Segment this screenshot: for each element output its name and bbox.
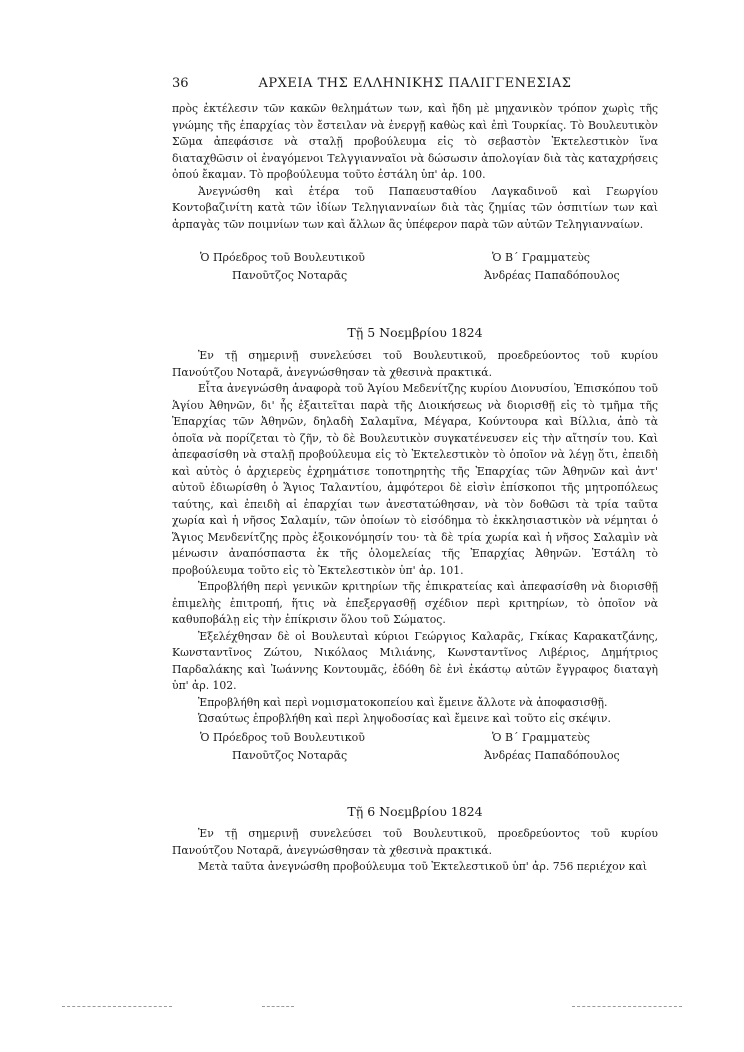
signature-title: Ὁ Πρόεδρος τοῦ Βουλευτικοῦ <box>200 731 365 744</box>
president-signature <box>200 249 365 285</box>
running-head <box>172 76 658 94</box>
paragraph: Ἐπροβλήθη περὶ γενικῶν κριτηρίων τῆς ἐπικρατείας καὶ ἀπεφασίσθη νὰ διορισθῇ ἐπιμελὴς ἐπιτροπή, ἥτις νὰ ἐπεξεργασθῇ σχέδιον περὶ κριτηρίων, τὸ ὁποῖον νὰ καθυποβάλῃ εἰς τὴν ἐπίκρισιν ὅλου τοῦ Σώματος. <box>172 580 658 626</box>
footer-rule-left <box>62 1006 172 1007</box>
paragraph: Μετὰ ταῦτα ἀνεγνώσθη προβούλευμα τοῦ Ἐκτελεστικοῦ ὑπ' ἀρ. 756 περιέχον καὶ <box>198 860 647 873</box>
footer-rule-center <box>262 1006 294 1007</box>
date-heading-1: Τῇ 5 Νοεμβρίου 1824 <box>347 325 483 340</box>
signature-name: Πανοῦτζος Νοταρᾶς <box>232 269 348 282</box>
paragraph: Εἶτα ἀνεγνώσθη ἀναφορὰ τοῦ Ἁγίου Μεδενίτζης κυρίου Διονυσίου, Ἐπισκόπου τοῦ Ἁγίου Ἀθηνῶν, δι' ἧς ἐξαιτεῖται παρὰ τῆς Διοικήσεως νὰ διορισθῇ εἰς τὸ τμῆμα τῆς Ἐπαρχίας τῶν Ἀθηνῶν, δηλαδὴ Σαλαμῖνα, Μέγαρα, Κούντουρα καὶ Βίλλια, ἀπὸ τὰ ὁποῖα νὰ πορίζεται τὸ ζῆν, τὸ δὲ Βουλευτικὸν συγκατένευσεν εἰς τὴν αἴτησίν του. Καὶ ἀπεφασίσθη νὰ σταλῇ προβούλευμα εἰς τὸ Ἐκτελεστικὸν τὸ ὁποῖον νὰ λέγῃ ὅτι, ἐπειδὴ καὶ αὐτὸς ὁ ἀρχιερεὺς ἐχρημάτισε τοποτηρητὴς τῆς Ἐπαρχίας τῶν Ἀθηνῶν καὶ ἀντ' αὐτοῦ ἐδιωρίσθη ὁ Ἅγιος Ταλαντίου, ἀμφότεροι δὲ εἰσὶν ἐπίσκοποι τῆς μητροπόλεως ταύτης, καὶ ἐπειδὴ αἱ ἐπαρχίαι των ἀνεστατώθησαν, νὰ τὸν δοθῶσι τὰ τρία ταῦτα χωρία καὶ ἡ νῆσος Σαλαμίν, τῶν ὁποίων τὸ εἰσόδημα τὸ ἐκκλησιαστικὸν νὰ νέμηται ὁ Ἅγιος Μενδενίτζης πρὸς ἐξοικονόμησίν του· τὰ δὲ τρία χωρία καὶ ἡ νῆσος Σαλαμὶν νὰ μένωσιν ἀναπόσπαστα ἐκ τῆς ὁλομελείας τῆς Ἐπαρχίας Ἀθηνῶν. Ἐστάλη τὸ προβούλευμα τοῦτο εἰς τὸ Ἐκτελεστικὸν ὑπ' ἀρ. 101. <box>172 382 658 577</box>
signature-title: Ὁ Β΄ Γραμματεὺς <box>492 731 590 744</box>
secretary-signature <box>484 249 620 285</box>
footer-rule-right <box>572 1006 682 1007</box>
signature-title: Ὁ Πρόεδρος τοῦ Βουλευτικοῦ <box>200 251 365 264</box>
paragraph: Ἐξελέχθησαν δὲ οἱ Βουλευταὶ κύριοι Γεώργιος Καλαρᾶς, Γκίκας Καρακατζάνης, Κωνσταντῖνος Ζώτου, Νικόλαος Μιλιάνης, Κωνσταντῖνος Λιβέριος, Δημήτριος Παρδαλάκης καὶ Ἰωάννης Κοντουμᾶς, ἐδόθη δὲ ἑνὶ ἑκάστῳ αὐτῶν ἔγγραφος διαταγὴ ὑπ' ἀρ. 102. <box>172 629 658 692</box>
running-title: ΑΡΧΕΙΑ ΤΗΣ ΕΛΛΗΝΙΚΗΣ ΠΑΛΙΓΓΕΝΕΣΙΑΣ <box>258 76 572 91</box>
page-number: 36 <box>172 76 189 91</box>
signature-name: Ἀνδρέας Παπαδόπουλος <box>484 269 620 282</box>
paragraph: πρὸς ἐκτέλεσιν τῶν κακῶν θελημάτων των, καὶ ἤδη μὲ μηχανικὸν τρόπον χωρὶς τῆς γνώμης τῆς ἐπαρχίας τὸν ἔστειλαν νὰ ἐνεργῇ καθὼς καὶ ἐπὶ Τουρκίας. Τὸ Βουλευτικὸν Σῶμα ἀπεφάσισε νὰ σταλῇ προβούλευμα εἰς τὸ σεβαστὸν Ἐκτελεστικὸν ἵνα διαταχθῶσιν οἱ ἐναγόμενοι Τελγγιανναῖοι νὰ δώσωσιν ἀπολογίαν διὰ τὰς καταχρήσεις ὁπού ἔκαμαν. Τὸ προβούλευμα τοῦτο ἐστάλη ὑπ' ἀρ. 100. <box>172 102 658 181</box>
secretary-signature <box>484 729 620 765</box>
paragraph: Ὡσαύτως ἐπροβλήθη καὶ περὶ ληψοδοσίας καὶ ἔμεινε καὶ τοῦτο εἰς σκέψιν. <box>198 712 611 725</box>
signature-name: Ἀνδρέας Παπαδόπουλος <box>484 749 620 762</box>
paragraph: Ἀνεγνώσθη καὶ ἑτέρα τοῦ Παπαευσταθίου Λαγκαδινοῦ καὶ Γεωργίου Κοντοβαζινίτη κατὰ τῶν ἰδίων Τεληγιανναίων διὰ τὰς ζημίας τῶν ὀσπιτίων των καὶ ἁρπαγὰς τῶν ποιμνίων των καὶ ἄλλων ἃς ὑπέφερον παρὰ τῶν αὐτῶν Τεληγιανναίων. <box>172 184 658 231</box>
signature-title: Ὁ Β΄ Γραμματεὺς <box>492 251 590 264</box>
paragraph: Ἐπροβλήθη καὶ περὶ νομισματοκοπείου καὶ ἔμεινε ἄλλοτε νὰ ἀποφασισθῇ. <box>198 695 608 709</box>
paragraph: Ἐν τῇ σημερινῇ συνελεύσει τοῦ Βουλευτικοῦ, προεδρεύοντος τοῦ κυρίου Πανούτζου Νοταρᾶ, ἀνεγνώσθησαν τὰ χθεσινὰ πρακτικά. <box>172 827 658 857</box>
section-3-text <box>172 826 658 876</box>
paragraph: Ἐν τῇ σημερινῇ συνελεύσει τοῦ Βουλευτικοῦ, προεδρεύοντος τοῦ κυρίου Πανούτζου Νοταρᾶ, ἀνεγνώσθησαν τὰ χθεσινὰ πρακτικά. <box>172 349 658 379</box>
president-signature <box>200 729 365 765</box>
section-1-text <box>172 101 658 233</box>
signature-name: Πανοῦτζος Νοταρᾶς <box>232 749 348 762</box>
date-heading-2: Τῇ 6 Νοεμβρίου 1824 <box>347 804 483 819</box>
section-2-text <box>172 348 658 728</box>
